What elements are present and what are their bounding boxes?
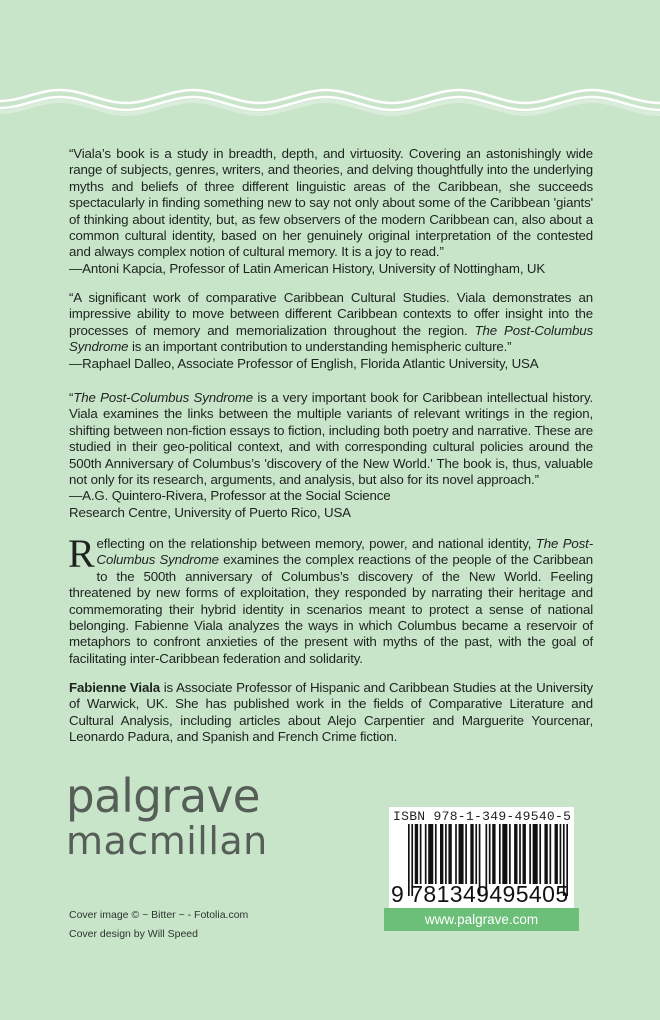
endorsement-quintero-rivera [69, 390, 593, 521]
author-name: Fabienne Viala [69, 680, 160, 695]
cover-credits [69, 906, 248, 944]
author-bio-text: is Associate Professor of Hispanic and Caribbean Studies at the University of Warwick, UK. She has published work in the fields of Comparative Literature and Cultural Analysis, including articles about Alejo Carpentier and Marguerite Yourcenar, Leonardo Padura, and Spanish and French Crime fiction. [69, 680, 593, 745]
description-text: eflecting on the relationship between memory, power, and national identity, [96, 536, 536, 551]
ean-group-1: 781349 [410, 881, 490, 907]
ean-digits [391, 881, 571, 908]
book-description [68, 531, 594, 667]
logo-macmillan: macmillan [66, 819, 268, 863]
cover-image-credit: Cover image © ~ Bitter ~ - Fotolia.com [69, 909, 249, 921]
endorsement-quote: “Viala’s book is a study in breadth, depth, and virtuosity. Covering an astonishingly wide range of subjects, genres, writers, and theories, and delving thoughtfully into the underlying myths and beliefs of three different linguistic areas of the Caribbean, she succeeds spectacularly in finding something new to say not only about some of the Caribbean 'giants' of thinking about identity, but, as few observers of the modern Caribbean can, also about a common cultural identity, based on her genuinely original interpretation of the contested and always complex notion of cultural memory. It is a joy to read.” [69, 146, 593, 260]
drop-cap: R [68, 531, 95, 576]
quote-text: is a very important book for Caribbean intellectual history. Viala examines the links between the multiple variants of relevant writings in the region, shifting between non-fiction essays to fiction, including both poetry and narrative. These are studied in their geo-political context, and with corresponding cultural policies around the 500th Anniversary of Columbus’s 'discovery of the New World.' The book is, thus, valuable not only for its research, arguments, and analysis, but also for its novel approach.” [69, 390, 593, 488]
book-title-italic: The Post-Columbus Syndrome [73, 390, 253, 405]
logo-palgrave: palgrave [66, 769, 261, 823]
endorsement-dalleo [69, 290, 593, 372]
ean-first-digit: 9 [391, 881, 405, 907]
isbn-label: ISBN 978-1-349-49540-5 [393, 809, 572, 824]
endorsement-attribution: —Raphael Dalleo, Associate Professor of English, Florida Atlantic University, USA [69, 355, 539, 371]
description-paragraph [68, 531, 594, 667]
endorsement-attribution-line2: Research Centre, University of Puerto Rico, USA [69, 504, 351, 520]
quote-text: is an important contribution to understanding hemispheric culture.” [128, 339, 512, 355]
book-title-italic: The Post-Columbus Syndrome [69, 322, 593, 355]
wave-decoration [0, 78, 660, 122]
quote-open: “ [69, 390, 74, 405]
endorsement-attribution-line1: —A.G. Quintero-Rivera, Professor at the Social Science [69, 488, 391, 504]
publisher-url[interactable]: www.palgrave.com [384, 908, 579, 931]
quote-text: “A significant work of comparative Caribbean Cultural Studies. Viala demonstrates an impressive ability to move between different Caribbean contexts to offer insight into the processes of memory and memorialization throughout the region. [69, 290, 593, 338]
publisher-logo [66, 769, 268, 863]
book-title-italic: The Post-Columbus Syndrome [96, 536, 594, 568]
author-bio [69, 680, 593, 746]
endorsement-attribution: —Antoni Kapcia, Professor of Latin American History, University of Nottingham, UK [69, 260, 546, 276]
endorsement-quote [69, 390, 593, 488]
endorsement-quote [69, 290, 593, 356]
ean-group-2: 495405 [489, 881, 569, 907]
endorsement-kapcia [69, 146, 593, 277]
author-bio-paragraph [69, 680, 593, 746]
description-text: examines the complex reactions of the people of the Caribbean to the 500th anniversary of Columbus’s discovery of the New World. Feeling threatened by new forms of exploitation, they responded by narrating their heritage and commemorating their hybrid identity in scenarios meant to protect a sense of national belonging. Fabienne Viala analyzes the ways in which Columbus became a reservoir of metaphors to confront anxieties of the present with myths of the past, with the goal of facilitating inter-Caribbean federation and solidarity. [69, 552, 594, 666]
cover-design-credit: Cover design by Will Speed [69, 928, 198, 940]
barcode-panel [389, 807, 574, 908]
